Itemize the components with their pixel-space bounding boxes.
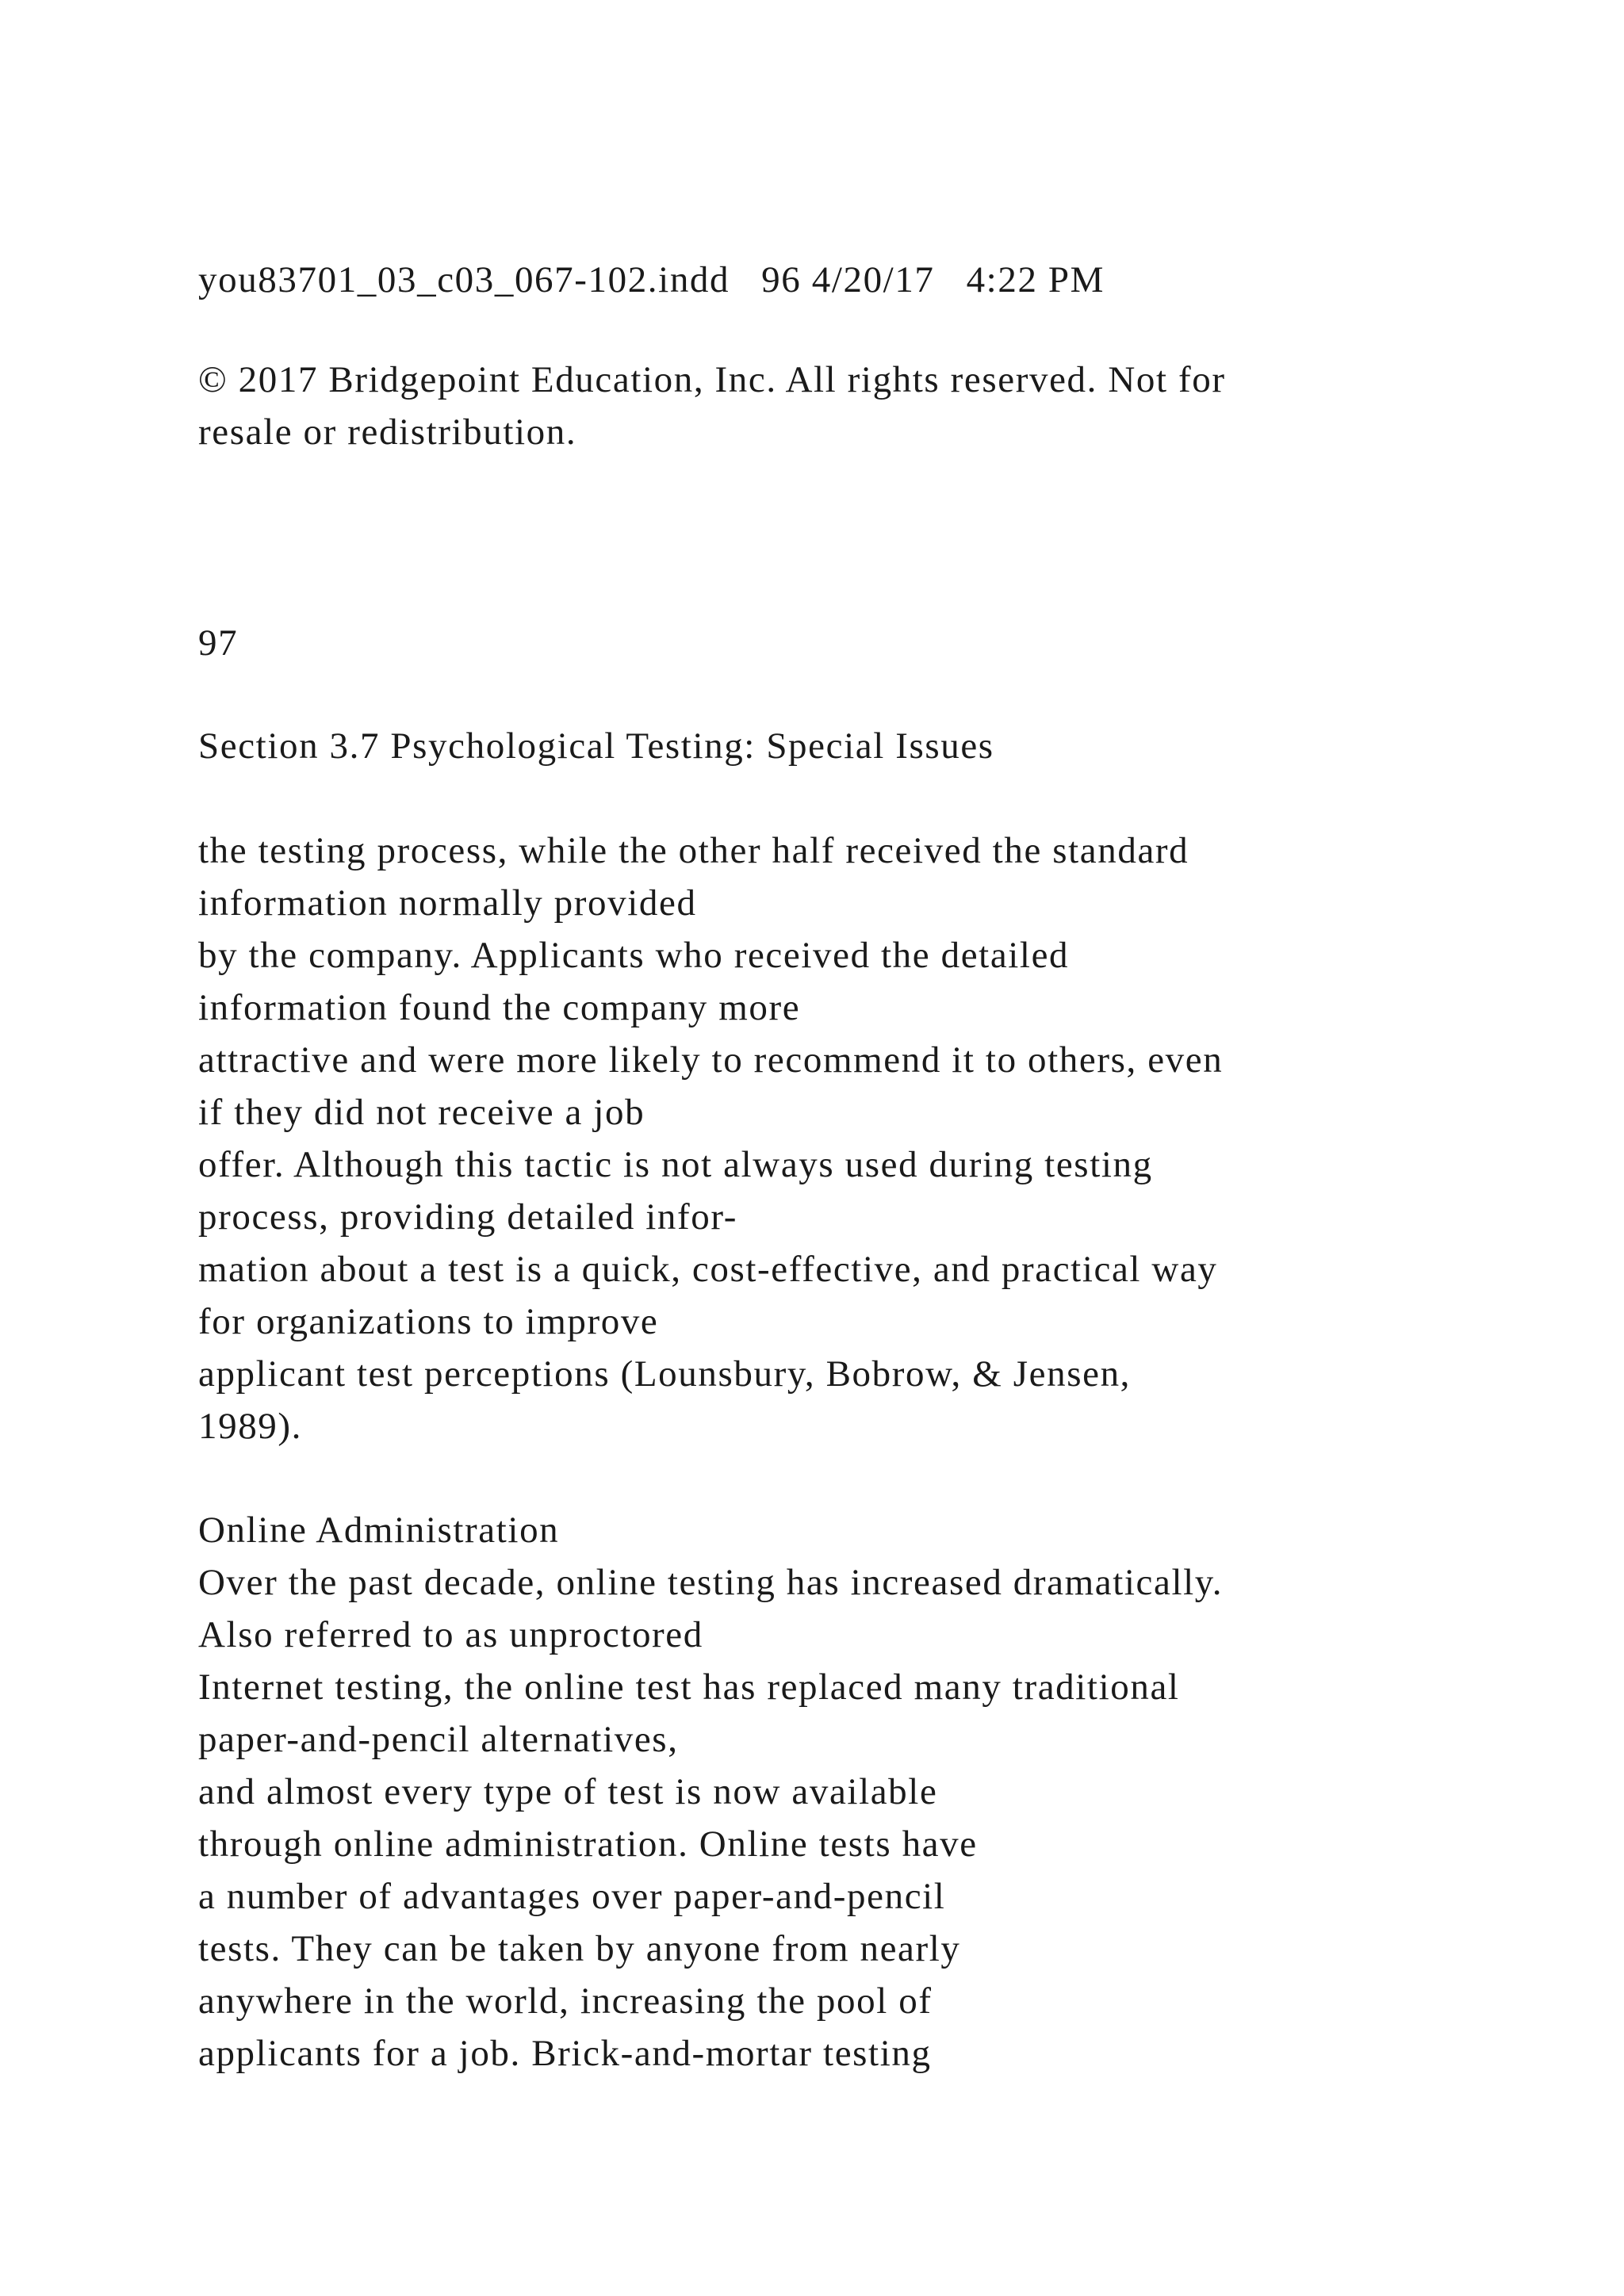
paragraph-line: a number of advantages over paper-and-pencil xyxy=(198,1876,946,1917)
paragraph-line: applicants for a job. Brick-and-mortar testing xyxy=(198,2033,932,2074)
paragraph-line: offer. Although this tactic is not always used during testing xyxy=(198,1144,1153,1185)
page-number: 97 xyxy=(198,622,239,664)
paragraph-line: by the company. Applicants who received the detailed xyxy=(198,935,1070,976)
paragraph-line: 1989). xyxy=(198,1406,303,1447)
paragraph-line: anywhere in the world, increasing the pool of xyxy=(198,1980,933,2022)
paragraph-line: applicant test perceptions (Lounsbury, Bobrow, & Jensen, xyxy=(198,1353,1132,1395)
paragraph-line: mation about a test is a quick, cost-effective, and practical way xyxy=(198,1249,1218,1290)
paragraph-line: paper-and-pencil alternatives, xyxy=(198,1719,679,1760)
paragraph-line: attractive and were more likely to recommend it to others, even xyxy=(198,1039,1224,1081)
paragraph-line: tests. They can be taken by anyone from nearly xyxy=(198,1928,961,1969)
paragraph-line: process, providing detailed infor- xyxy=(198,1196,737,1238)
section-title: Section 3.7 Psychological Testing: Special Issues xyxy=(198,725,994,767)
copyright-line-2: resale or redistribution. xyxy=(198,411,577,453)
paragraph-line: Over the past decade, online testing has increased dramatically. xyxy=(198,1562,1224,1603)
copyright-line-1: © 2017 Bridgepoint Education, Inc. All rights reserved. Not for xyxy=(198,359,1226,400)
paragraph-line: information found the company more xyxy=(198,987,801,1028)
file-info-line: you83701_03_c03_067-102.indd 96 4/20/17 4:22 PM xyxy=(198,259,1105,300)
paragraph-line: through online administration. Online tests have xyxy=(198,1823,978,1865)
paragraph-line: the testing process, while the other half received the standard xyxy=(198,830,1189,871)
paragraph-line: Internet testing, the online test has replaced many traditional xyxy=(198,1667,1180,1708)
paragraph-line: and almost every type of test is now available xyxy=(198,1771,938,1812)
paragraph-line: if they did not receive a job xyxy=(198,1092,645,1133)
paragraph-line: for organizations to improve xyxy=(198,1301,659,1342)
paragraph-line: Also referred to as unproctored xyxy=(198,1614,703,1655)
paragraph-line: information normally provided xyxy=(198,882,697,924)
subheading: Online Administration xyxy=(198,1510,560,1551)
